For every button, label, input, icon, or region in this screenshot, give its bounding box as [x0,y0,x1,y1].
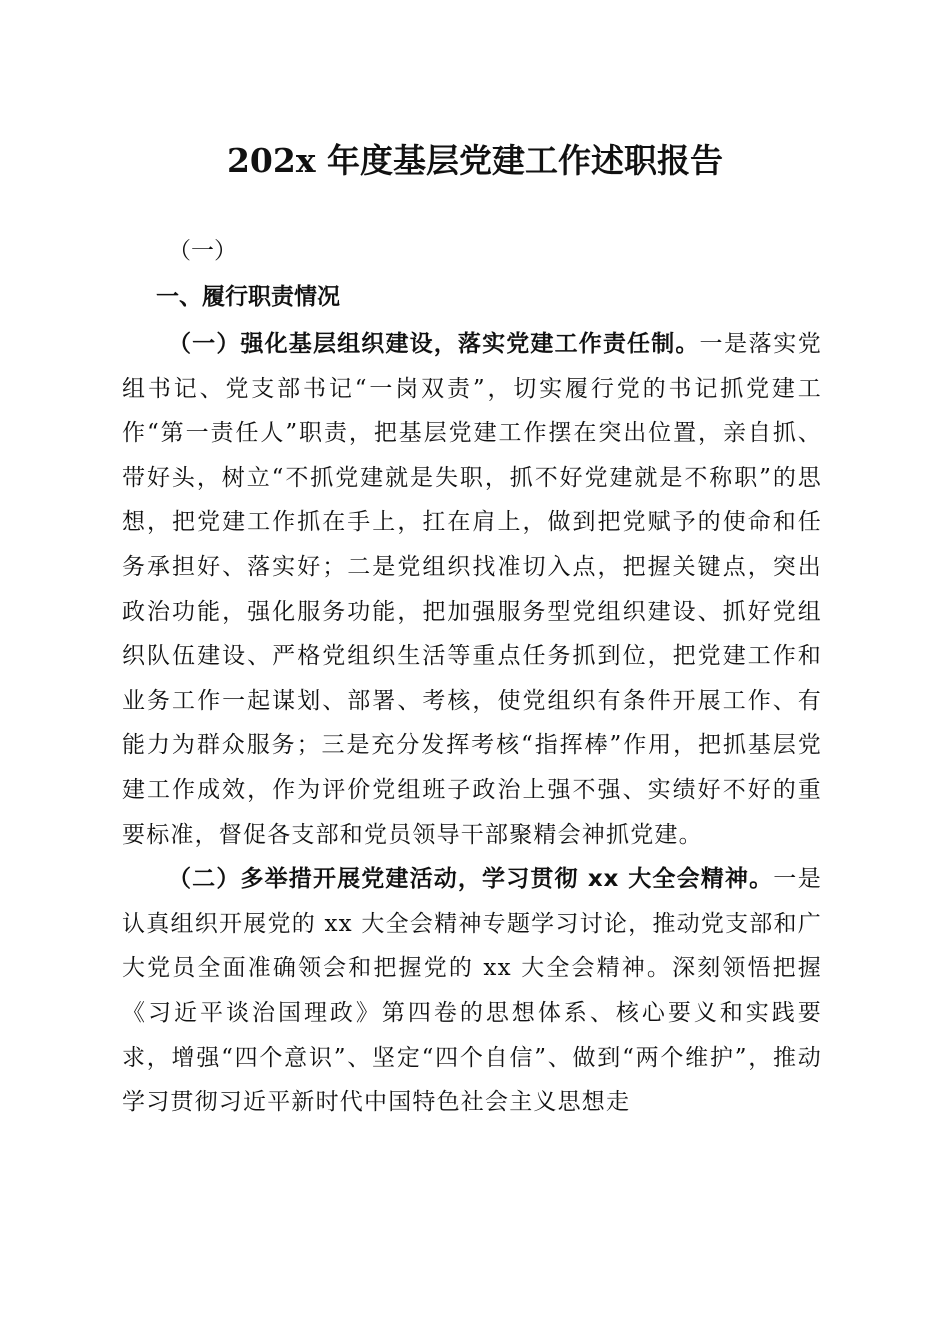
document-title: 202x 年度基层党建工作述职报告 [226,141,724,180]
section-heading: 一、履行职责情况 [156,284,340,310]
paragraph-1 [122,322,822,857]
paragraph-1-lead: （一）强化基层组织建设，落实党建工作责任制。 [168,331,700,357]
paragraph-1-body: 一是落实党组书记、党支部书记“一岗双责”，切实履行党的书记抓党建工作“第一责任人”职责，把基层党建工作摆在突出位置，亲自抓、带好头，树立“不抓党建就是失职，抓不好党建就是不称职”的思想，把党建工作抓在手上，扛在肩上，做到把党赋予的使命和任务承担好、落实好；二是党组织找准切入点，把握关键点，突出政治功能，强化服务功能，把加强服务型党组织建设、抓好党组织队伍建设、严格党组织生活等重点任务抓到位，把党建工作和业务工作一起谋划、部署、考核，使党组织有条件开展工作、有能力为群众服务；三是充分发挥考核“指挥棒”作用，把抓基层党建工作成效，作为评价党组班子政治上强不强、实绩好不好的重要标准，督促各支部和党员领导干部聚精会神抓党建。 [122,331,822,848]
paragraph-2 [122,857,822,1125]
paragraph-2-lead: （二）多举措开展党建活动，学习贯彻 xx 大全会精神。 [168,866,774,893]
part-label: （一） [168,238,237,264]
paragraph-2-body: 一是认真组织开展党的 xx 大全会精神专题学习讨论，推动党支部和广大党员全面准确领会和把握党的 xx 大全会精神。深刻领悟把握《习近平谈治国理政》第四卷的思想体系、核心要义和实践要求，增强“四个意识”、坚定“四个自信”、做到“两个维护”，推动学习贯彻习近平新时代中国特色社会主义思想走 [122,866,822,1116]
document-body [122,228,822,1125]
